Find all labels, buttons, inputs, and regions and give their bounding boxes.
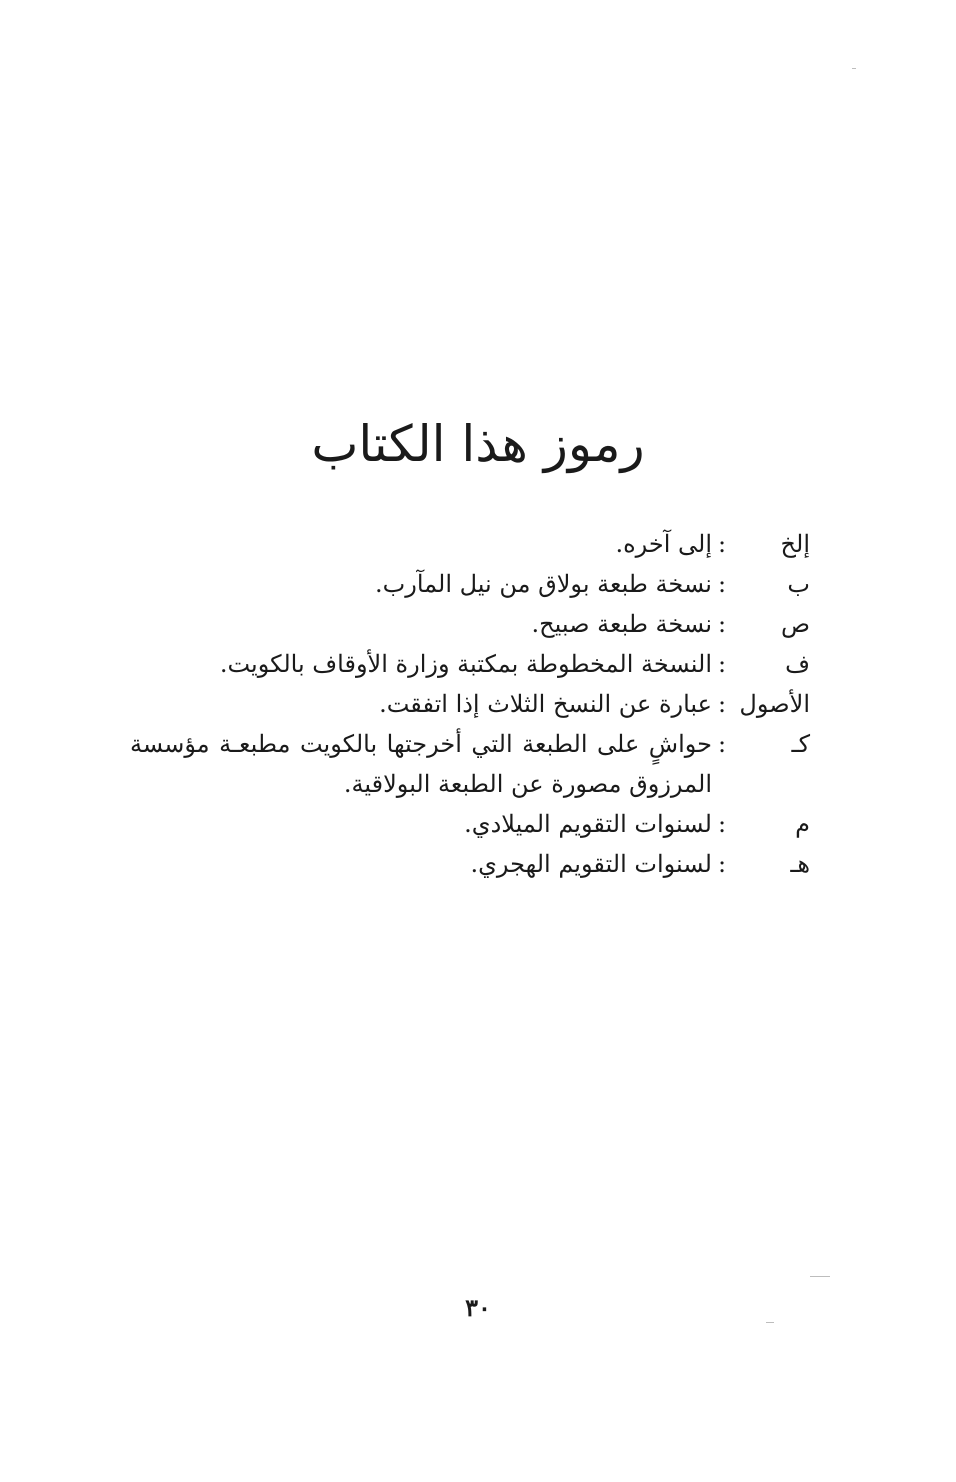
- list-item: [130, 644, 810, 684]
- symbol-code: ص: [780, 610, 810, 638]
- scan-speck: [852, 68, 856, 69]
- separator: :: [717, 690, 727, 718]
- list-item: [130, 844, 810, 884]
- symbol-description: لسنوات التقويم الميلادي.: [464, 810, 712, 838]
- symbol-code: م: [795, 810, 810, 838]
- separator: :: [717, 530, 727, 558]
- separator: :: [717, 650, 727, 678]
- symbol-code: ب: [787, 570, 810, 598]
- symbol-description: [130, 724, 712, 804]
- symbol-description: النسخة المخطوطة بمكتبة وزارة الأوقاف بالكويت.: [219, 650, 712, 678]
- separator: :: [717, 810, 727, 838]
- symbol-code: هـ: [790, 850, 810, 878]
- description-line-2: المرزوق مصورة عن الطبعة البولاقية.: [343, 770, 712, 798]
- list-item: [130, 604, 810, 644]
- symbol-code: كـ: [791, 730, 810, 758]
- symbol-code: ف: [785, 650, 810, 678]
- symbols-list: [130, 524, 810, 884]
- symbol-code: الأصول: [739, 690, 810, 718]
- symbol-description: لسنوات التقويم الهجري.: [470, 850, 712, 878]
- scan-speck: [766, 1322, 774, 1323]
- symbol-description: إلى آخره.: [615, 530, 712, 558]
- list-item: [130, 524, 810, 564]
- list-item: [130, 724, 810, 804]
- list-item: [130, 804, 810, 844]
- page-title: رموز هذا الكتاب: [311, 415, 645, 473]
- list-item: [130, 564, 810, 604]
- page-number: ٣٠: [465, 1293, 491, 1322]
- scan-speck: [810, 1276, 830, 1277]
- separator: :: [717, 610, 727, 638]
- symbol-description: عبارة عن النسخ الثلاث إذا اتفقت.: [379, 690, 712, 718]
- list-item: [130, 684, 810, 724]
- separator: :: [717, 730, 727, 758]
- description-line-1: حواشٍ على الطبعة التي أخرجتها بالكويت مطبعـة مؤسسة: [130, 730, 712, 758]
- symbol-code: إلخ: [780, 530, 810, 558]
- symbol-description: نسخة طبعة بولاق من نيل المآرب.: [375, 570, 712, 598]
- separator: :: [717, 570, 727, 598]
- separator: :: [717, 850, 727, 878]
- symbol-description: نسخة طبعة صبيح.: [531, 610, 712, 638]
